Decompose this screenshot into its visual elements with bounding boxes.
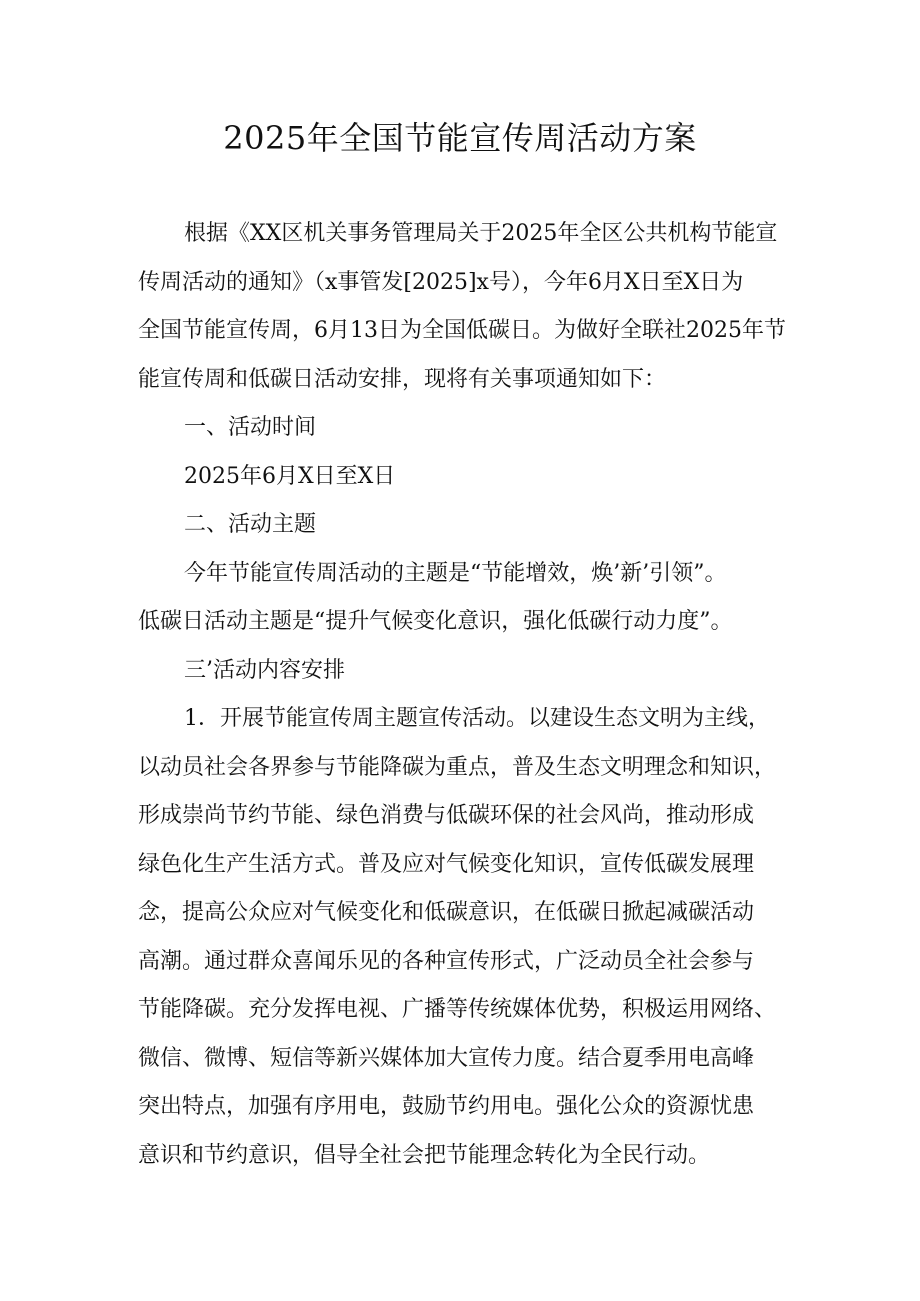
text-line: 三’活动内容安排 — [184, 657, 345, 683]
text-line: 绿色化生产生活方式。普及应对气候变化知识，宣传低碳发展理 — [138, 851, 755, 877]
text-line: 微信、微博、短信等新兴媒体加大宣传力度。结合夏季用电高峰 — [138, 1045, 755, 1071]
text-line: 低碳日活动主题是“提升气候变化意识，强化低碳行动力度”。 — [138, 609, 733, 634]
text-line: 意识和节约意识，倡导全社会把节能理念转化为全民行动。 — [138, 1142, 711, 1168]
text-line: 今年节能宣传周活动的主题是“节能增效，焕’新’引领”。 — [184, 560, 727, 586]
text-line: 一、活动时间 — [184, 415, 317, 440]
text-line: 1．开展节能宣传周主题宣传活动。以建设生态文明为主线， — [184, 706, 770, 731]
document-body — [138, 210, 788, 1180]
text-line: 念，提高公众应对气候变化和低碳意识，在低碳日掀起减碳活动 — [138, 900, 755, 925]
text-line: 能宣传周和低碳日活动安排，现将有关事项通知如下： — [138, 366, 667, 392]
text-line: 全国节能宣传周，6月13日为全国低碳日。为做好全联社2025年节 — [138, 318, 786, 343]
text-line: 以动员社会各界参与节能降碳为重点，普及生态文明理念和知识， — [138, 754, 777, 780]
text-line: 节能降碳。充分发挥电视、广播等传统媒体优势，积极运用网络、 — [138, 997, 777, 1022]
text-line: 形成崇尚节约节能、绿色消费与低碳环保的社会风尚，推动形成 — [138, 803, 755, 828]
text-line: 高潮。通过群众喜闻乐见的各种宣传形式，广泛动员全社会参与 — [138, 948, 755, 974]
text-line: 突出特点，加强有序用电，鼓励节约用电。强化公众的资源忧患 — [138, 1094, 755, 1119]
text-line: 2025年6月X日至X日 — [184, 463, 396, 489]
text-line: 二、活动主题 — [184, 512, 317, 537]
text-line: 根据《XX区机关事务管理局关于2025年全区公共机构节能宣 — [184, 221, 778, 246]
text-line: 传周活动的通知》（x事管发[2025]x号），今年6月X日至X日为 — [138, 269, 744, 295]
page-title: 2025年全国节能宣传周活动方案 — [223, 119, 697, 157]
